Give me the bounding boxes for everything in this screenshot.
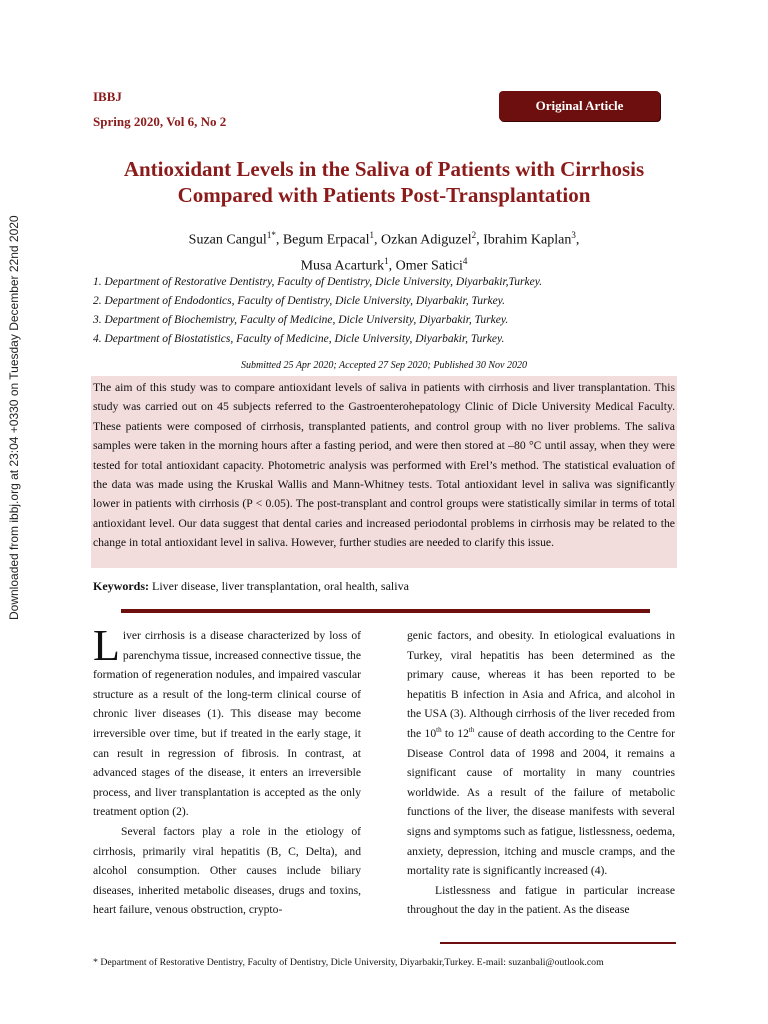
author-affil-mark: 1 [369, 230, 374, 240]
affiliation-item: 3. Department of Biochemistry, Faculty of Medicine, Dicle University, Diyarbakir, Turkey. [93, 314, 509, 326]
body-column-left [93, 621, 361, 920]
abstract-box: The aim of this study was to compare antioxidant levels of saliva in patients with cirrhosis and liver transplantation. This study was carried out on 45 subjects referred to the Gastroenterohepatology Clinic of Dicle University Medical Faculty. These patients were composed of cirrhosis, transplanted patients, and control group with no liver problems. The saliva samples were taken in the morning hours after a fasting period, and were then stored at –80 °C until assay, when they were tested for total antioxidant capacity. Photometric analysis was performed with Erel’s method. The statistical evaluation of the data was made using the Kruskal Wallis and Mann-Whitney tests. Total antioxidant level in saliva was significantly lower in patients with cirrhosis (P < 0.05). The post-transplant and control groups were statistically similar in terms of total antioxidant level. Our data suggest that dental caries and increased periodontal problems in cirrhosis may be related to the change in total antioxidant level in saliva. However, further studies are needed to clarify this issue. [91, 376, 677, 568]
author-name: Musa Acarturk [300, 258, 385, 274]
article-type-badge: Original Article [499, 91, 660, 121]
publication-dates: Submitted 25 Apr 2020; Accepted 27 Sep 2020; Published 30 Nov 2020 [241, 360, 527, 371]
affiliation-item: 2. Department of Endodontics, Faculty of Dentistry, Dicle University, Diyarbakir, Turkey. [93, 295, 506, 307]
author-line-2: Musa Acarturk$^1$, Omer Satici$^4$ [300, 255, 468, 274]
author-list [80, 225, 688, 276]
author-name: Ibrahim Kaplan [483, 232, 572, 248]
author-name: Begum Erpacal [282, 232, 370, 248]
corresponding-author-footnote: * Department of Restorative Dentistry, Faculty of Dentistry, Dicle University, Diyarbakir,Turkey. E-mail: suzanbali@outlook.com [93, 957, 604, 968]
affiliation-item: 4. Department of Biostatistics, Faculty of Medicine, Dicle University, Diyarbakir, Turkey. [93, 333, 505, 345]
journal-issue: Spring 2020, Vol 6, No 2 [93, 114, 227, 129]
download-notice: Downloaded from ibbj.org at 23:04 +0330 on Tuesday December 22nd 2020 [7, 215, 21, 620]
author-name: Ozkan Adiguzel [381, 232, 472, 248]
author-affil-mark: 1 [384, 255, 389, 266]
section-divider [121, 609, 650, 613]
keywords [93, 579, 683, 594]
title-line-2: Compared with Patients Post-Transplantation [177, 183, 591, 207]
paragraph-text: genic factors, and obesity. In etiological evaluations in Turkey, viral hepatitis has been determined as the primary cause, whereas it has been reported to be hepatitis B infection in Asia and Africa, and alcohol in the USA (3). Although cirrhosis of the liver receded from the 10 [407, 629, 675, 740]
paragraph-text: cause of death according to the Centre for Disease Control data of 1998 and 2004, it remains a significant cause of mortality in many countries worldwide. As a result of the failure of metabolic functions of the liver, the disease manifests with several signs and symptoms such as fatigue, listlessness, oedema, anxiety, depression, itching and muscle cramps, and the mortality rate is significantly increased (4). [407, 726, 676, 878]
paragraph-text: to 12 [441, 726, 469, 740]
body-paragraph: Listlessness and fatigue in particular increase throughout the day in the patient. As the disease [407, 883, 675, 917]
affiliation-item: 1. Department of Restorative Dentistry, Faculty of Dentistry, Dicle University, Diyarbakir,Turkey. [93, 276, 543, 288]
body-paragraph [407, 626, 675, 881]
body-paragraph: Several factors play a role in the etiology of cirrhosis, primarily viral hepatitis (B, C, Delta), and alcohol consumption. Other causes include biliary diseases, inherited metabolic diseases, drugs and toxins, heart failure, venous obstruction, crypto- [93, 824, 361, 917]
keywords-label: Keywords: [93, 579, 149, 593]
title-line-1: Antioxidant Levels in the Saliva of Patients with Cirrhosis [123, 157, 645, 181]
author-name: Omer Satici [395, 258, 463, 274]
ordinal-suffix: th [436, 726, 442, 735]
author-line-1: Suzan Cangul$^{1*}$, Begum Erpacal$^1$, Ozkan Adiguzel$^2$, Ibrahim Kaplan$^3$, [188, 230, 580, 248]
author-affil-mark: 3 [571, 230, 576, 240]
ordinal-suffix: th [468, 726, 475, 735]
keywords-list: Liver disease, liver transplantation, oral health, saliva [152, 579, 409, 593]
article-title [80, 156, 688, 208]
affiliations [93, 273, 683, 349]
drop-cap: L [93, 621, 120, 670]
paragraph-text: iver cirrhosis is a disease characterized by loss of parenchyma tissue, increased connective tissue, the formation of regeneration nodules, and impaired vascular structure as a result of the long-term clinical course of chronic liver diseases (1). This disease may become irreversible over time, but if treated in the early stage, it can result in regression of fibrosis. In contrast, at advanced stages of the disease, it enters an irreversible process, and liver transplantation is accepted as the only treatment option (2). [93, 629, 361, 819]
journal-name: IBBJ [93, 89, 122, 104]
footnote-divider [440, 942, 676, 944]
author-affil-mark: 4 [462, 255, 468, 266]
author-name: Suzan Cangul [188, 232, 267, 248]
body-column-right [407, 626, 675, 920]
author-affil-mark: 1* [266, 230, 276, 240]
author-affil-mark: 2 [471, 230, 477, 240]
intro-paragraph [93, 621, 361, 822]
